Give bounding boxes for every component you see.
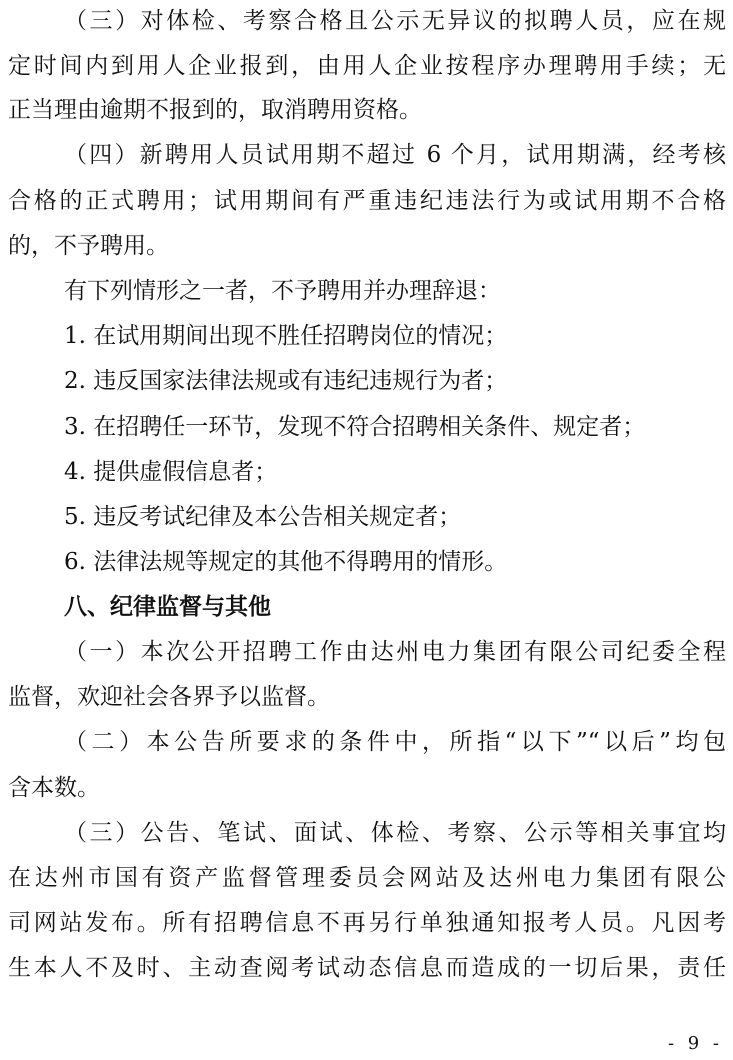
paragraph-line: 合格的正式聘用；试用期间有严重违纪违法行为或试用期不合格 (8, 188, 726, 214)
paragraph-line: 生本人不及时、主动查阅考试动态信息而造成的一切后果，责任 (8, 955, 726, 981)
paragraph-line: 含本数。 (8, 775, 100, 801)
paragraph-line: 定时间内到用人企业报到，由用人企业按程序办理聘用手续；无 (8, 53, 726, 79)
paragraph-line: 司网站发布。所有招聘信息不再另行单独通知报考人员。凡因考 (8, 910, 726, 936)
list-item: 4. 提供虚假信息者； (64, 459, 278, 485)
paragraph-line: （三）对体检、考察合格且公示无异议的拟聘人员，应在规 (64, 8, 726, 34)
list-item: 3. 在招聘任一环节，发现不符合招聘相关条件、规定者； (64, 414, 646, 440)
paragraph-line: 的，不予聘用。 (8, 233, 169, 259)
paragraph-line: 有下列情形之一者，不予聘用并办理辞退： (64, 278, 501, 304)
list-item: 5. 违反考试纪律及本公告相关规定者； (64, 504, 462, 530)
list-item: 6. 法律法规等规定的其他不得聘用的情形。 (64, 549, 508, 575)
list-item: 2. 违反国家法律法规或有违纪违规行为者； (64, 368, 508, 394)
paragraph-line: （四）新聘用人员试用期不超过 6 个月，试用期满，经考核 (64, 142, 726, 168)
document-page (8, 0, 726, 1060)
section-heading: 八、纪律监督与其他 (64, 594, 271, 620)
paragraph-line: 监督，欢迎社会各界予以监督。 (8, 684, 330, 710)
paragraph-line: （三）公告、笔试、面试、体检、考察、公示等相关事宜均 (64, 820, 726, 846)
paragraph-line: （二）本公告所要求的条件中，所指“以下”“以后”均包 (64, 729, 726, 755)
paragraph-line: 在达州市国有资产监督管理委员会网站及达州电力集团有限公 (8, 865, 726, 891)
list-item: 1. 在试用期间出现不胜任招聘岗位的情况； (64, 323, 508, 349)
paragraph-line: 正当理由逾期不报到的，取消聘用资格。 (8, 97, 422, 123)
page-number: - 9 - (667, 1033, 723, 1054)
paragraph-line: （一）本次公开招聘工作由达州电力集团有限公司纪委全程 (64, 639, 726, 665)
